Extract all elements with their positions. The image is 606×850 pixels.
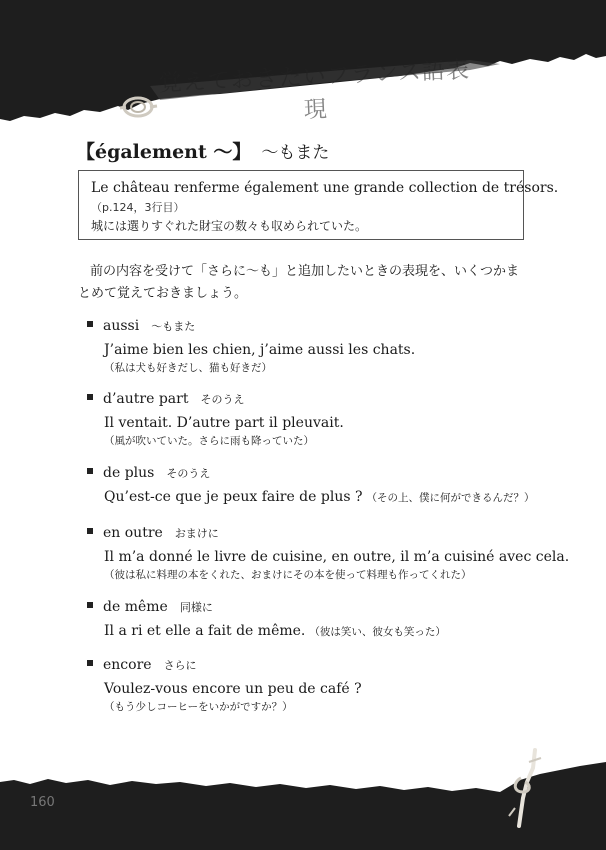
- sentence-translation: （彼は私に料理の本をくれた、おまけにその本を使って料理も作ってくれた）: [104, 569, 472, 581]
- header-title: 覚えておきたいフランス語表現: [158, 57, 471, 124]
- sentence-translation: （私は犬も好きだし、猫も好きだ）: [104, 362, 272, 374]
- expression-meaning: おまけに: [174, 527, 219, 540]
- expression-term: d’autre part: [103, 391, 189, 407]
- expression-term: en outre: [103, 525, 163, 541]
- sentence-translation: （彼は笑い、彼女も笑った）: [309, 626, 446, 638]
- bullet-icon: [87, 528, 93, 534]
- rope-knot-icon: [118, 94, 158, 120]
- expression-meaning: そのうえ: [200, 393, 245, 406]
- expression-item: [87, 525, 570, 582]
- expression-meaning: 〜もまた: [151, 320, 196, 333]
- example-french-sentence: Le château renferme également une grande collection de trésors.: [91, 180, 559, 196]
- example-sentence-text: Qu’est-ce que je peux faire de plus ?: [104, 489, 363, 505]
- intro-paragraph: 前の内容を受けて「さらに〜も」と追加したいときの表現を、いくつかまとめて覚えておきましょう。: [78, 264, 520, 301]
- expression-meaning: さらに: [163, 659, 197, 672]
- example-sentence: [104, 623, 547, 639]
- example-sentence: J’aime bien les chien, j’aime aussi les chats.: [104, 342, 416, 358]
- bullet-icon: [87, 660, 93, 666]
- bullet-icon: [87, 394, 93, 400]
- expression-term: de plus: [103, 465, 155, 481]
- expression-item: [87, 657, 547, 714]
- section-heading: [76, 137, 329, 164]
- heading-french: 【également ～】: [76, 141, 252, 163]
- expression-item: [87, 465, 547, 505]
- sentence-translation: （その上、僕に何ができるんだ？）: [366, 492, 535, 504]
- expression-term: encore: [103, 657, 152, 673]
- example-sentence: Voulez-vous encore un peu de café ?: [104, 681, 362, 697]
- rope-icon: [505, 748, 545, 828]
- expression-item: [87, 391, 547, 448]
- heading-japanese: ～もまた: [261, 143, 330, 163]
- expression-meaning: そのうえ: [166, 467, 211, 480]
- example-sentence: Il m’a donné le livre de cuisine, en outre, il m’a cuisiné avec cela.: [104, 549, 570, 565]
- sentence-translation: （もう少しコーヒーをいかがですか？）: [104, 701, 293, 713]
- expression-term: de même: [103, 599, 168, 615]
- example-box: [78, 170, 559, 240]
- sentence-translation: （風が吹いていた。さらに雨も降っていた）: [104, 435, 314, 447]
- page-number: 160: [30, 795, 55, 810]
- example-sentence-text: Il a ri et elle a fait de même.: [104, 623, 306, 639]
- example-sentence: [104, 489, 547, 505]
- bullet-icon: [87, 602, 93, 608]
- expression-item: [87, 318, 547, 375]
- example-source: （p.124，3行目）: [91, 201, 185, 214]
- bullet-icon: [87, 468, 93, 474]
- bullet-icon: [87, 321, 93, 327]
- expression-meaning: 同様に: [179, 601, 213, 614]
- example-sentence: Il ventait. D’autre part il pleuvait.: [104, 415, 344, 431]
- expression-term: aussi: [103, 318, 140, 334]
- example-japanese-translation: 城には選りすぐれた財宝の数々も収められていた。: [91, 219, 368, 233]
- expression-item: [87, 599, 547, 639]
